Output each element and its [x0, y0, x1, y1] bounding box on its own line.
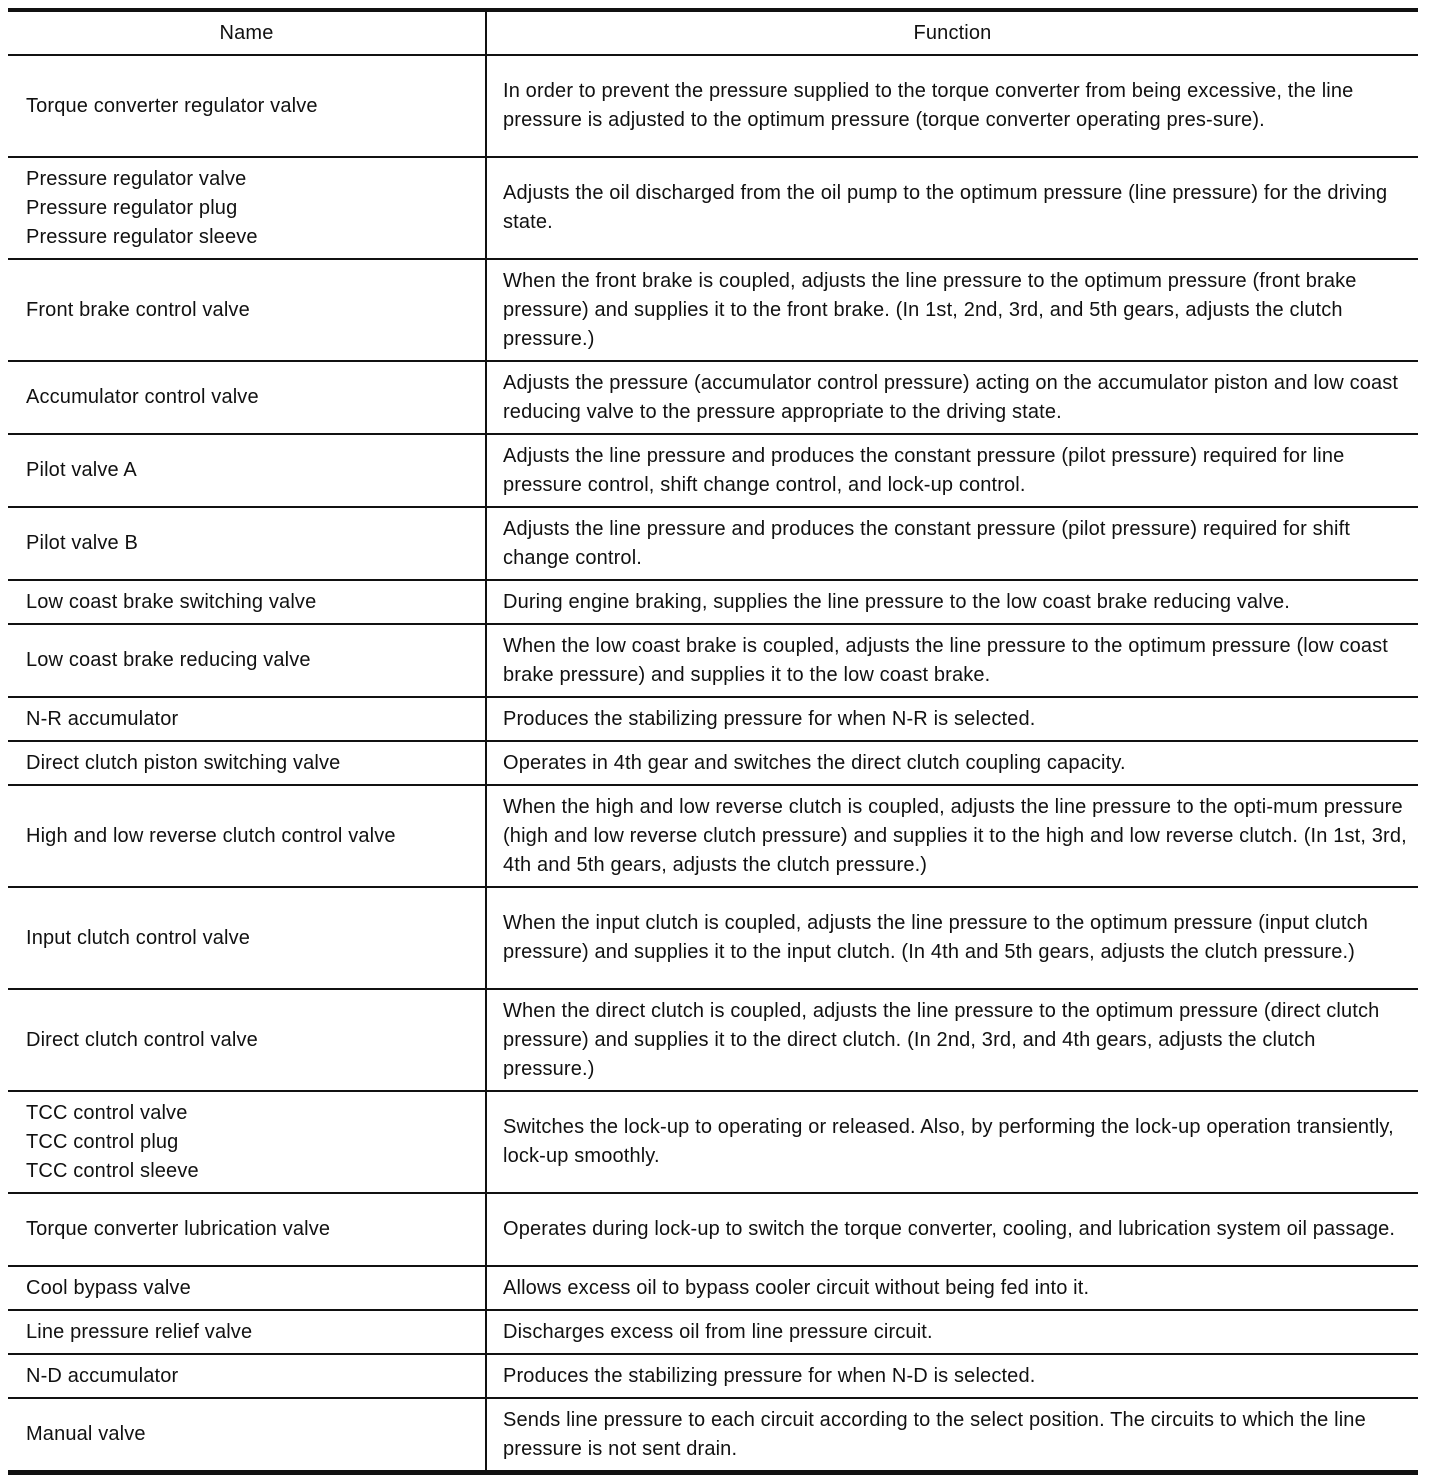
function-cell: Switches the lock-up to operating or released. Also, by performing the lock-up operation transiently, lock-up smoothly.	[486, 1091, 1418, 1193]
table-row	[8, 434, 1418, 507]
table-row	[8, 697, 1418, 741]
function-cell: When the low coast brake is coupled, adjusts the line pressure to the optimum pressure (low coast brake pressure) and supplies it to the low coast brake.	[486, 624, 1418, 697]
name-cell: Low coast brake switching valve	[8, 580, 486, 624]
document-page	[8, 8, 1418, 1475]
name-cell: TCC control valve TCC control plug TCC control sleeve	[8, 1091, 486, 1193]
name-cell: Cool bypass valve	[8, 1266, 486, 1310]
function-cell: Adjusts the line pressure and produces the constant pressure (pilot pressure) required for line pressure control, shift change control, and lock-up control.	[486, 434, 1418, 507]
header-name: Name	[8, 10, 486, 55]
name-cell: Line pressure relief valve	[8, 1310, 486, 1354]
name-cell: N-R accumulator	[8, 697, 486, 741]
name-cell: Pilot valve A	[8, 434, 486, 507]
function-cell: Sends line pressure to each circuit according to the select position. The circuits to which the line pressure is not sent drain.	[486, 1398, 1418, 1473]
name-cell: Front brake control valve	[8, 259, 486, 361]
name-cell: Pilot valve B	[8, 507, 486, 580]
header-function: Function	[486, 10, 1418, 55]
function-cell: Operates during lock-up to switch the torque converter, cooling, and lubrication system oil passage.	[486, 1193, 1418, 1266]
table-row	[8, 157, 1418, 259]
function-cell: Adjusts the oil discharged from the oil pump to the optimum pressure (line pressure) for the driving state.	[486, 157, 1418, 259]
table-row	[8, 361, 1418, 434]
name-cell: N-D accumulator	[8, 1354, 486, 1398]
header-row	[8, 10, 1418, 55]
function-cell: When the input clutch is coupled, adjusts the line pressure to the optimum pressure (input clutch pressure) and supplies it to the input clutch. (In 4th and 5th gears, adjusts the clutch pressure.)	[486, 887, 1418, 989]
name-cell: Accumulator control valve	[8, 361, 486, 434]
table-row	[8, 785, 1418, 887]
function-cell: In order to prevent the pressure supplied to the torque converter from being excessive, the line pressure is adjusted to the optimum pressure (torque converter operating pres-sure).	[486, 55, 1418, 157]
name-cell: Direct clutch control valve	[8, 989, 486, 1091]
table-row	[8, 624, 1418, 697]
function-cell: Adjusts the line pressure and produces the constant pressure (pilot pressure) required for shift change control.	[486, 507, 1418, 580]
function-cell: Operates in 4th gear and switches the direct clutch coupling capacity.	[486, 741, 1418, 785]
name-cell: Low coast brake reducing valve	[8, 624, 486, 697]
table-row	[8, 741, 1418, 785]
table-row	[8, 580, 1418, 624]
table-row	[8, 1193, 1418, 1266]
table-row	[8, 989, 1418, 1091]
function-cell: When the front brake is coupled, adjusts the line pressure to the optimum pressure (front brake pressure) and supplies it to the front brake. (In 1st, 2nd, 3rd, and 5th gears, adjusts the clutch pressure.)	[486, 259, 1418, 361]
table-row	[8, 1354, 1418, 1398]
function-cell: When the high and low reverse clutch is coupled, adjusts the line pressure to the opti-mum pressure (high and low reverse clutch pressure) and supplies it to the high and low reverse clutch. (In 1st, 3rd, 4th and 5th gears, adjusts the clutch pressure.)	[486, 785, 1418, 887]
table-row	[8, 887, 1418, 989]
table-row	[8, 55, 1418, 157]
name-cell: Input clutch control valve	[8, 887, 486, 989]
function-cell: Produces the stabilizing pressure for when N-R is selected.	[486, 697, 1418, 741]
table-header	[8, 10, 1418, 55]
function-cell: Produces the stabilizing pressure for when N-D is selected.	[486, 1354, 1418, 1398]
table-row	[8, 1266, 1418, 1310]
function-cell: Adjusts the pressure (accumulator control pressure) acting on the accumulator piston and low coast reducing valve to the pressure appropriate to the driving state.	[486, 361, 1418, 434]
table-row	[8, 1398, 1418, 1473]
function-cell: When the direct clutch is coupled, adjusts the line pressure to the optimum pressure (direct clutch pressure) and supplies it to the direct clutch. (In 2nd, 3rd, and 4th gears, adjusts the clutch pressure.)	[486, 989, 1418, 1091]
table-row	[8, 507, 1418, 580]
table-body	[8, 55, 1418, 1473]
table-row	[8, 1091, 1418, 1193]
name-cell: Torque converter regulator valve	[8, 55, 486, 157]
name-cell: High and low reverse clutch control valve	[8, 785, 486, 887]
valve-function-table	[8, 8, 1418, 1475]
function-cell: During engine braking, supplies the line pressure to the low coast brake reducing valve.	[486, 580, 1418, 624]
table-row	[8, 1310, 1418, 1354]
name-cell: Manual valve	[8, 1398, 486, 1473]
name-cell: Torque converter lubrication valve	[8, 1193, 486, 1266]
function-cell: Discharges excess oil from line pressure circuit.	[486, 1310, 1418, 1354]
name-cell: Pressure regulator valve Pressure regulator plug Pressure regulator sleeve	[8, 157, 486, 259]
table-row	[8, 259, 1418, 361]
function-cell: Allows excess oil to bypass cooler circuit without being fed into it.	[486, 1266, 1418, 1310]
name-cell: Direct clutch piston switching valve	[8, 741, 486, 785]
